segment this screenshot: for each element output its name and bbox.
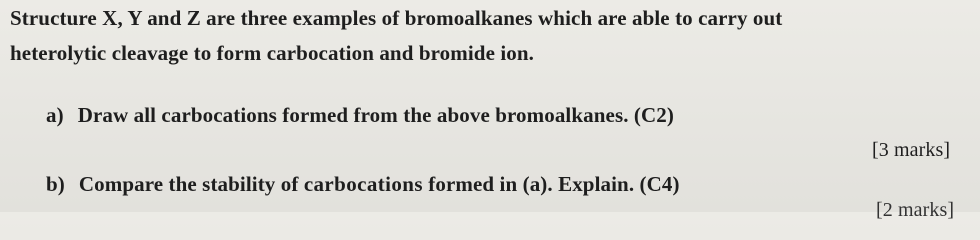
question-b-emphasis: carbocations: [303, 172, 423, 196]
question-b-text-before: Compare the stability of: [78, 172, 304, 196]
question-b-marks: [2 marks]: [876, 199, 955, 221]
question-a-text: Draw all carbocations formed from the above bromoalkanes. (C2): [77, 103, 674, 127]
question-b-label: b): [46, 172, 65, 196]
intro-line-2: heterolytic cleavage to form carbocation and bromide ion.: [10, 41, 535, 65]
question-a: [46, 102, 674, 128]
question-a-label: a): [46, 103, 64, 127]
question-b: [46, 171, 680, 197]
question-b-text-after: formed in (a). Explain. (C4): [422, 172, 680, 196]
question-a-marks: [3 marks]: [872, 139, 951, 161]
intro-line-1: Structure X, Y and Z are three examples of bromoalkanes which are able to carry out: [10, 6, 783, 30]
